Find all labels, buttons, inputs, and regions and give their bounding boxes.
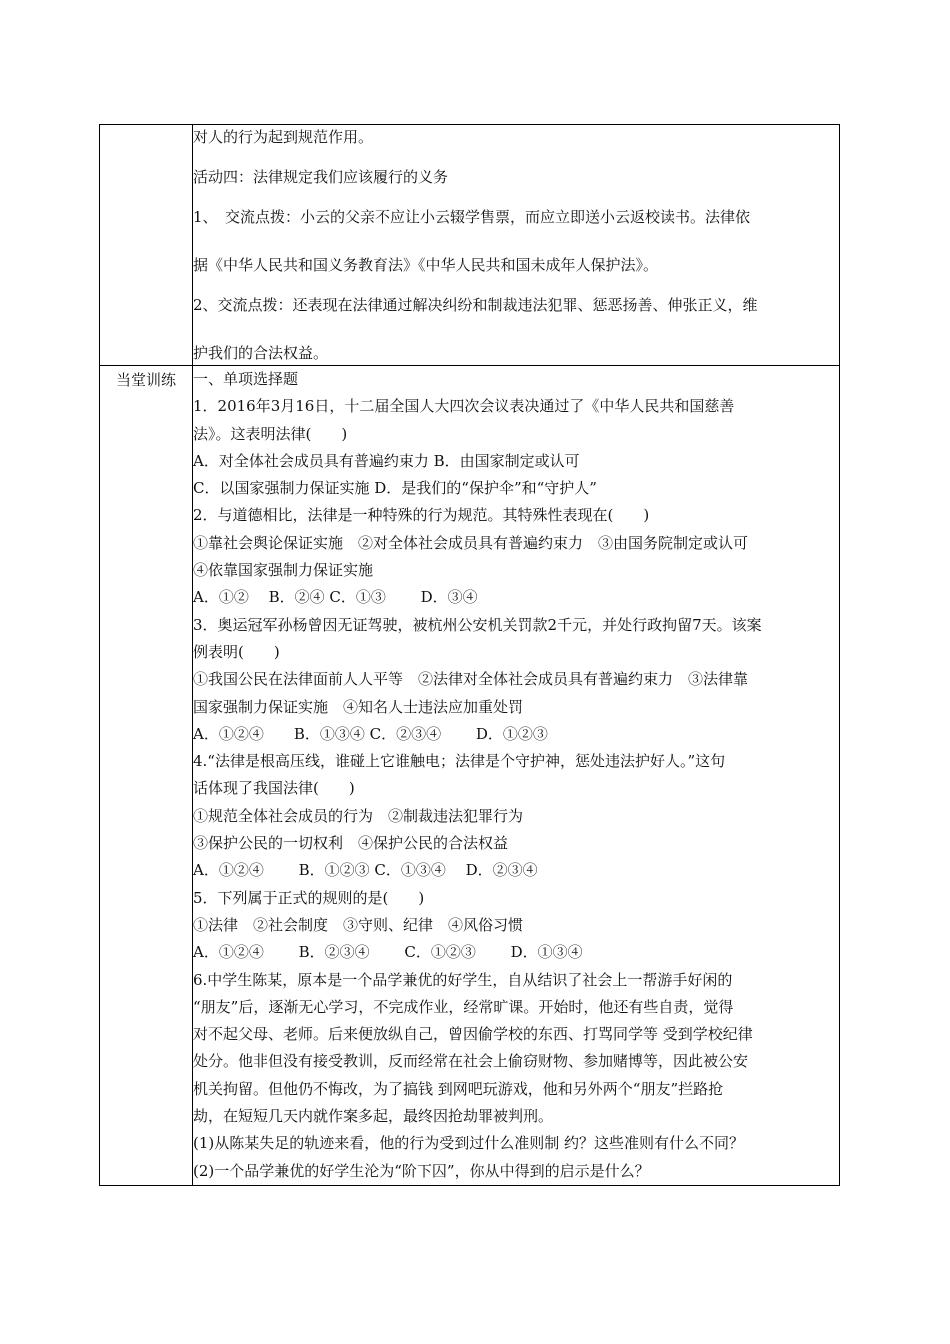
activity-content-cell: [193, 125, 840, 366]
option-line: 国家强制力保证实施 ④知名人士违法应加重处罚: [193, 697, 524, 716]
question-line: 6.中学生陈某，原本是一个品学兼优的好学生，自从结识了社会上一帮游手好闲的: [193, 970, 733, 989]
row-label: [100, 125, 192, 127]
option-line: A．①②④ B．①②③ C．①③④ D．②③④: [193, 861, 538, 880]
text-line: 据《中华人民共和国义务教育法》《中华人民共和国未成年人保护法》。: [193, 256, 659, 274]
row-label-cell: [100, 366, 193, 1186]
text-line: 1、 交流点拨：小云的父亲不应让小云辍学售票，而应立即送小云返校读书。法律依: [193, 208, 751, 226]
lesson-table: [99, 124, 840, 1186]
question-line: 1．2016年3月16日，十二届全国人大四次会议表决通过了《中华人民共和国慈善: [193, 397, 735, 416]
table-row-activity: [100, 125, 840, 366]
question-line: 3．奥运冠军孙杨曾因无证驾驶，被杭州公安机关罚款2千元，并处行政拘留7天。该案: [193, 615, 762, 634]
option-line: ①规范全体社会成员的行为 ②制裁违法犯罪行为: [193, 806, 524, 825]
question-line: 4.“法律是根高压线，谁碰上它谁触电；法律是个守护神，惩处违法护好人。”这句: [193, 752, 726, 771]
question-line: “朋友”后，逐渐无心学习，不完成作业，经常旷课。开始时，他还有些自责，觉得: [193, 997, 734, 1016]
question-line: 劫，在短短几天内就作案多起，最终因抢劫罪被判刑。: [193, 1107, 554, 1126]
option-line: A．对全体社会成员具有普遍约束力 B．由国家制定或认可: [193, 451, 580, 470]
activity-heading: 活动四：法律规定我们应该履行的义务: [193, 168, 449, 186]
text-line: 2、交流点拨：还表现在法律通过解决纠纷和制裁违法犯罪、惩恶扬善、伸张正义，维: [193, 296, 758, 314]
practice-content-cell: [193, 366, 840, 1186]
row-label-cell: [100, 125, 193, 366]
option-line: A．①② B．②④ C．①③ D．③④: [193, 588, 478, 607]
section-heading: 一、单项选择题: [193, 370, 299, 388]
option-line: ④依靠国家强制力保证实施: [193, 561, 374, 580]
question-line: 对不起父母、老师。后来便放纵自己，曾因偷学校的东西、打骂同学等 受到学校纪律: [193, 1025, 753, 1044]
question-line: 5．下列属于正式的规则的是( ): [193, 888, 425, 907]
row-label-practice: 当堂训练: [115, 371, 176, 389]
option-line: ①靠社会舆论保证实施 ②对全体社会成员具有普遍约束力 ③由国务院制定或认可: [193, 533, 749, 552]
option-line: ③保护公民的一切权利 ④保护公民的合法权益: [193, 834, 509, 853]
option-line: ①法律 ②社会制度 ③守则、纪律 ④风俗习惯: [193, 915, 524, 934]
question-line: 机关拘留。但他仍不悔改，为了搞钱 到网吧玩游戏，他和另外两个“朋友”拦路抢: [193, 1079, 724, 1098]
question-line: 2．与道德相比，法律是一种特殊的行为规范。其特殊性表现在( ): [193, 506, 650, 525]
text-line: 护我们的合法权益。: [193, 344, 329, 362]
table-row-practice: [100, 366, 840, 1186]
question-line: 处分。他非但没有接受教训，反而经常在社会上偷窃财物、参加赌博等，因此被公安: [193, 1052, 749, 1071]
option-line: ①我国公民在法律面前人人平等 ②法律对全体社会成员具有普遍约束力 ③法律靠: [193, 670, 749, 689]
question-line: 例表明( ): [193, 642, 280, 661]
question-line: 法》。这表明法律( ): [193, 424, 348, 443]
sub-question-line: (1)从陈某失足的轨迹来看，他的行为受到过什么准则制 约？这些准则有什么不同？: [193, 1134, 745, 1153]
question-line: 话体现了我国法律( ): [193, 779, 355, 798]
option-line: A．①②④ B．①③④ C．②③④ D．①②③: [193, 724, 548, 743]
option-line: C．以国家强制力保证实施 D．是我们的“保护伞”和“守护人”: [193, 479, 597, 498]
sub-question-line: (2)一个品学兼优的好学生沦为“阶下囚”，你从中得到的启示是什么？: [193, 1161, 650, 1180]
option-line: A．①②④ B．②③④ C．①②③ D．①③④: [193, 943, 583, 962]
text-line: 对人的行为起到规范作用。: [193, 128, 374, 146]
